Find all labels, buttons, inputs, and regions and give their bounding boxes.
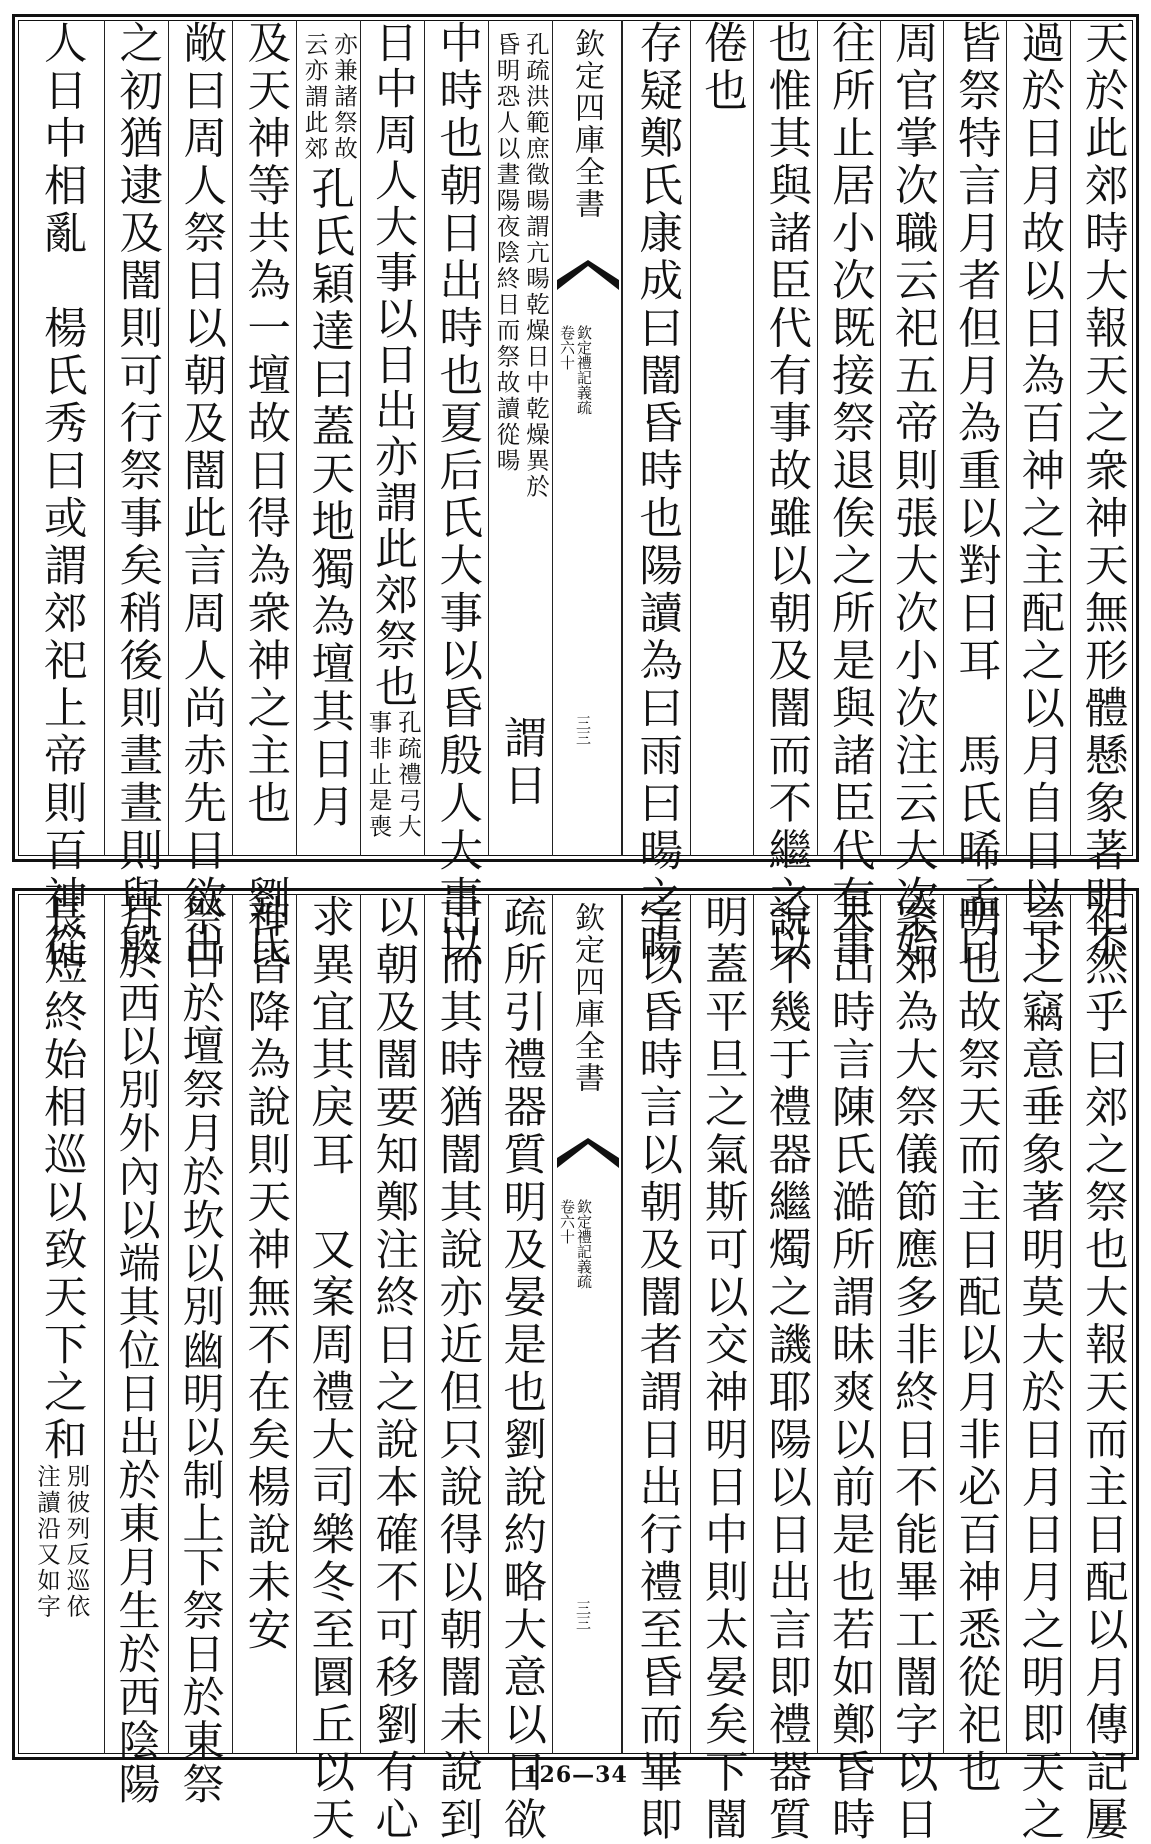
annotation-line: 孔疏洪範庶徵暘謂亢暘乾燥日中乾燥異於 — [522, 32, 550, 500]
text-column — [753, 20, 817, 970]
annotation-line: 事非止是喪 — [364, 710, 393, 840]
text-column — [488, 894, 552, 1844]
text-column — [488, 20, 552, 856]
column-text: 字以昏時言以朝及闇者謂日出行禮至昏而畢即 — [632, 894, 683, 1844]
text-column — [360, 894, 424, 1844]
text-column — [943, 894, 1006, 1797]
text-column — [296, 20, 360, 856]
text-column — [232, 20, 296, 970]
fish-tail-mark-icon — [555, 1138, 621, 1170]
chapter-label — [559, 325, 591, 415]
text-column — [943, 20, 1006, 970]
text-column — [817, 20, 880, 970]
column-text: 出而其時猶闇其說亦近但只說得以朝闇未說到 — [432, 894, 483, 1844]
book-title: 欽定四庫全書 — [569, 902, 604, 1094]
annotation-line: 昏明恐人以晝陽夜陰終日而祭故讀從暘 — [492, 32, 521, 474]
chapter-label — [559, 1199, 591, 1289]
annotation-pair — [33, 1464, 91, 1620]
column-text: 說不幾于禮器繼燭之譏耶陽以日出言即禮器質 — [761, 894, 812, 1844]
text-column — [296, 894, 360, 1844]
text-column — [690, 20, 753, 856]
column-text: 長短終始相巡以致天下之和 — [36, 894, 87, 1464]
column-text: 明也故祭天而主日配以月非必百神悉從祀也 — [950, 894, 1001, 1797]
column-text: 人日中相亂 楊氏秀曰或謂郊祀上帝則百神從 — [36, 20, 87, 970]
volume-label: 卷六十 — [558, 325, 576, 370]
column-text: 周官掌次職云祀五帝則張大次小次注云大次始 — [887, 20, 938, 970]
column-text: 疏所引禮器質明及晏是也劉說約略大意以日欲 — [496, 894, 547, 1844]
column-text: 孔氏穎達曰蓋天地獨為壇其日月 — [304, 166, 355, 831]
text-column — [424, 894, 488, 1844]
column-text: 未出時言陳氏澔所謂昧爽以前是也若如鄭昏時 — [824, 894, 875, 1844]
text-column — [1070, 20, 1133, 970]
annotation-line: 孔疏禮弓大 — [394, 710, 422, 840]
center-fold-column — [552, 20, 622, 856]
volume-label: 卷六十 — [558, 1199, 576, 1244]
text-column — [690, 894, 753, 1844]
column-text: 言之竊意垂象著明莫大於日月日月之明即天之 — [1014, 894, 1065, 1844]
column-text: 敞曰周人祭日以朝及闇此言周人尚赤先日欲出 — [176, 20, 227, 970]
column-text: 祭日於壇祭月於坎以別幽明以制上下祭日於東祭 — [176, 894, 226, 1806]
column-mixed — [300, 20, 358, 856]
column-text: 過於日月故以日為百神之主配之以月自日以下 — [1014, 20, 1065, 970]
column-text: 案郊為大祭儀節應多非終日不能畢工闇字以日 — [887, 894, 938, 1844]
book-title: 欽定四庫全書 — [569, 28, 604, 220]
annotation-line: 云亦謂此郊 — [300, 32, 329, 162]
column-text: 也惟其與諸臣代有事故雖以朝及闇而不繼之以 — [761, 20, 812, 970]
column-text: 求異宜其戾耳 又案周禮大司樂冬至圜丘以天 — [304, 894, 355, 1844]
text-column — [1006, 20, 1070, 970]
text-column — [104, 20, 168, 970]
column-text: 以朝及闇要知鄭注終日之說本確不可移劉有心 — [368, 894, 419, 1844]
text-column — [18, 20, 104, 970]
text-column — [424, 20, 488, 970]
column-text: 天於此郊時大報天之衆神天無形體懸象著明不 — [1077, 20, 1128, 970]
text-column — [753, 894, 817, 1844]
fish-tail-mark-icon — [555, 260, 621, 292]
column-text: 明蓋平旦之氣斯可以交神明日中則太晏矣下闇 — [697, 894, 748, 1844]
column-text: 倦也 — [697, 20, 747, 115]
center-fold-column — [552, 894, 622, 1754]
annotation-pair — [364, 710, 422, 840]
column-mixed — [33, 894, 91, 1754]
folio-number: 126—34 — [523, 1762, 628, 1788]
chapter-title: 欽定禮記義疏 — [575, 325, 593, 415]
text-column — [622, 894, 690, 1844]
text-column — [360, 20, 424, 856]
annotation-pair — [492, 32, 550, 500]
annotation-line: 注讀沿又如字 — [33, 1464, 61, 1620]
column-text: 及天神等共為一壇故日得為衆神之主也 劉氏 — [240, 20, 291, 970]
text-column — [104, 894, 168, 1806]
text-column — [168, 20, 232, 970]
text-column — [817, 894, 880, 1844]
column-text: 存疑鄭氏康成曰闇昏時也陽讀為曰雨曰暘之暘 — [632, 20, 683, 970]
text-column — [880, 20, 943, 970]
text-column — [168, 894, 232, 1806]
column-text: 謂日 — [496, 715, 547, 810]
column-text: 神皆降為說則天神無不在矣楊說未安 — [240, 894, 291, 1654]
column-text: 中時也朝日出時也夏后氏大事以昏殷人大事以 — [432, 20, 483, 970]
annotation-line: 別彼列反巡依 — [62, 1464, 91, 1620]
text-column — [1006, 894, 1070, 1844]
annotation-line: 亦兼諸祭故 — [330, 32, 358, 162]
text-column — [1070, 894, 1133, 1844]
column-text: 月於西以別外內以端其位日出於東月生於西陰陽 — [112, 894, 162, 1806]
annotation-pair — [300, 32, 358, 162]
chapter-title: 欽定禮記義疏 — [575, 1199, 593, 1289]
column-text: 往所止居小次既接祭退俟之所是與諸臣代有事 — [824, 20, 875, 970]
page-number: 三三 — [574, 715, 592, 745]
column-text: 皆祭特言月者但月為重以對日耳 馬氏晞孟曰 — [950, 20, 1001, 970]
column-text: 之初猶逮及闇則可行祭事矣稍後則晝晝則與殷 — [112, 20, 163, 970]
column-mixed — [364, 20, 422, 856]
page-number: 三三 — [574, 1600, 592, 1630]
column-text: 祀然乎曰郊之祭也大報天而主日配以月傳記屢 — [1077, 894, 1128, 1844]
text-column — [18, 894, 104, 1754]
column-text: 日中周人大事以日出亦謂此郊祭也 — [368, 20, 418, 710]
text-column — [622, 20, 690, 970]
text-column — [232, 894, 296, 1754]
text-column — [880, 894, 943, 1844]
